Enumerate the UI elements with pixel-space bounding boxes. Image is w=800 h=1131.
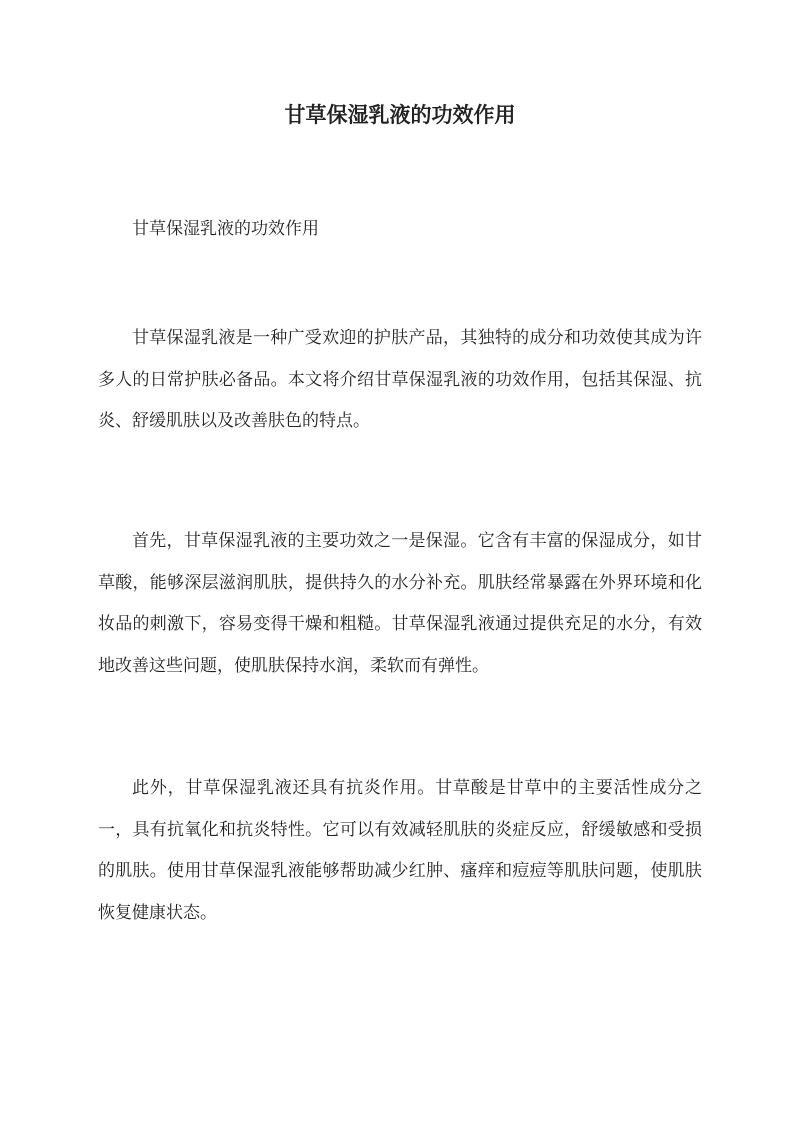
section-heading: 甘草保湿乳液的功效作用: [132, 219, 319, 239]
paragraph-moisturizing: 首先，甘草保湿乳液的主要功效之一是保湿。它含有丰富的保湿成分，如甘草酸，能够深层滋润肌肤，提供持久的水分补充。肌肤经常暴露在外界环境和化妆品的刺激下，容易变得干燥和粗糙。甘草保湿乳液通过提供充足的水分，有效地改善这些问题，使肌肤保持水润，柔软而有弹性。: [98, 531, 702, 676]
paragraph-anti-inflammatory: 此外，甘草保湿乳液还具有抗炎作用。甘草酸是甘草中的主要活性成分之一，具有抗氧化和抗炎特性。它可以有效减轻肌肤的炎症反应，舒缓敏感和受损的肌肤。使用甘草保湿乳液能够帮助减少红肿、瘙痒和痘痘等肌肤问题，使肌肤恢复健康状态。: [98, 778, 702, 923]
paragraph-intro: 甘草保湿乳液是一种广受欢迎的护肤产品，其独特的成分和功效使其成为许多人的日常护肤必备品。本文将介绍甘草保湿乳液的功效作用，包括其保湿、抗炎、舒缓肌肤以及改善肤色的特点。: [98, 328, 702, 431]
document-title: 甘草保湿乳液的功效作用: [284, 102, 516, 127]
